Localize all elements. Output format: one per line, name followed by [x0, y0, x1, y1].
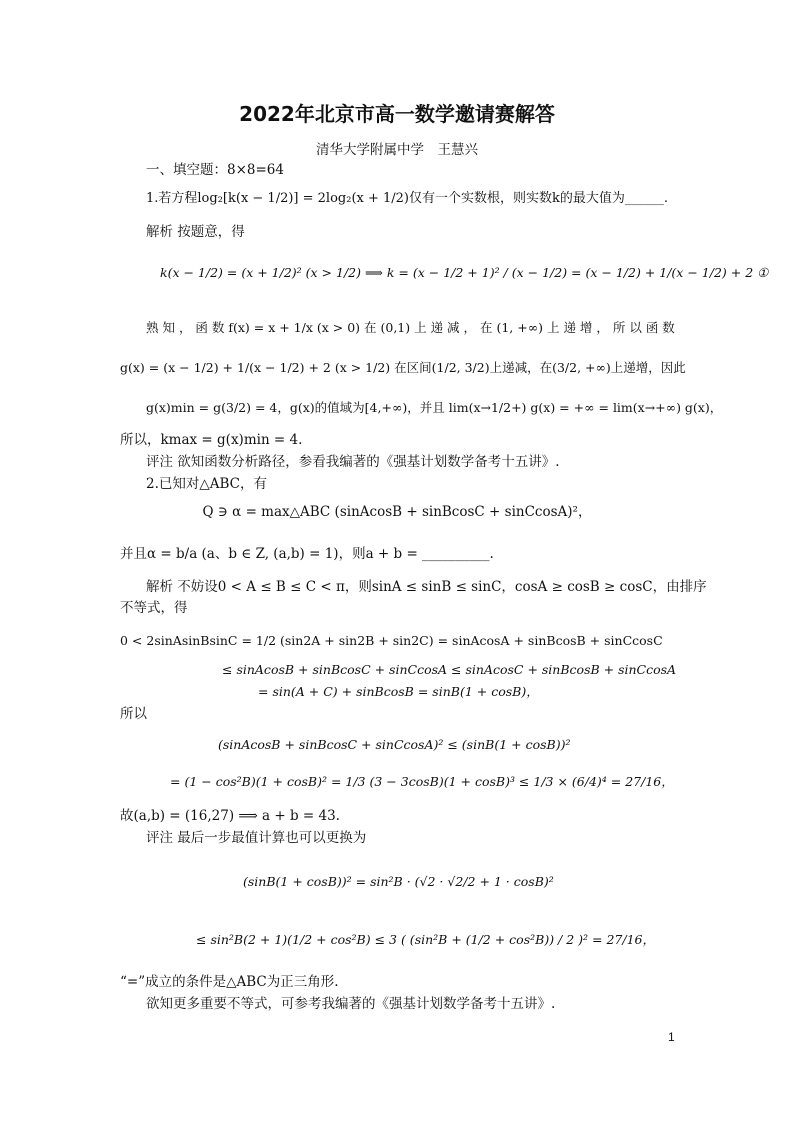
- problem1-conclusion: 所以，kmax = g(x)min = 4.: [120, 432, 303, 448]
- problem2-eq3: = sin(A + C) + sinBcosB = sinB(1 + cosB)，: [258, 684, 539, 699]
- problem2-eq7: ≤ sin²B(2 + 1)(1/2 + cos²B) ≤ 3 ( (sin²B + (1/2 + cos²B)) / 2 )² = 27/16，: [196, 932, 655, 947]
- document-title: 2022年北京市高一数学邀请赛解答: [239, 102, 555, 126]
- problem2-eq5: = (1 − cos²B)(1 + cosB)² = 1/3 (3 − 3cosB)(1 + cosB)³ ≤ 1/3 × (6/4)⁴ = 27/16，: [170, 774, 674, 789]
- problem2-analysis1: 解析 不妨设0 < A ≤ B ≤ C < π，则sinA ≤ sinB ≤ sinC，cosA ≥ cosB ≥ cosC，由排序: [146, 579, 707, 595]
- problem2-eq6: (sinB(1 + cosB))² = sin²B · (√2 · √2/2 + 1 · cosB)²: [243, 874, 554, 889]
- problem2-analysis2: 不等式，得: [120, 600, 188, 616]
- problem1-remark: 评注 欲知函数分析路径，参看我编著的《强基计划数学备考十五讲》.: [146, 454, 560, 470]
- problem2-statement2: Q ∋ α = max△ABC (sinAcosB + sinBcosC + sinCcosA)²，: [202, 504, 592, 520]
- problem2-remark1: 评注 最后一步最值计算也可以更换为: [146, 830, 367, 846]
- problem2-remark2: 欲知更多重要不等式，可参考我编著的《强基计划数学备考十五讲》.: [146, 996, 556, 1012]
- page-number: 1: [668, 1030, 675, 1044]
- problem2-eq4: (sinAcosB + sinBcosC + sinCcosA)² ≤ (sinB(1 + cosB))²: [218, 737, 571, 752]
- problem2-eq1: 0 < 2sinAsinBsinC = 1/2 (sin2A + sin2B + sin2C) = sinAcosA + sinBcosB + sinCcosC: [120, 633, 663, 648]
- problem1-line3: g(x)min = g(3/2) = 4，g(x)的值域为[4,+∞)，并且 lim(x→1/2+) g(x) = +∞ = lim(x→+∞) g(x)，: [146, 400, 723, 415]
- section-heading: 一、填空题：8×8=64: [146, 162, 284, 178]
- problem2-statement1: 2.已知对△ABC，有: [146, 476, 268, 492]
- problem1-line2: g(x) = (x − 1/2) + 1/(x − 1/2) + 2 (x > 1/2) 在区间(1/2, 3/2)上递减，在(3/2, +∞)上递增，因此: [120, 360, 686, 375]
- document-author: 清华大学附属中学 王慧兴: [316, 142, 478, 158]
- problem1-statement: 1.若方程log₂[k(x − 1/2)] = 2log₂(x + 1/2)仅有一个实数根，则实数k的最大值为______.: [146, 191, 669, 206]
- problem2-so: 所以: [120, 706, 147, 722]
- problem1-line1: 熟 知 ， 函 数 f(x) = x + 1/x (x > 0) 在 (0,1) 上 递 减 ， 在 (1, +∞) 上 递 增 ， 所 以 函 数: [146, 320, 675, 335]
- problem1-analysis-label: 解析 按题意，得: [146, 224, 245, 240]
- problem2-eq2: ≤ sinAcosB + sinBcosC + sinCcosA ≤ sinAcosC + sinBcosB + sinCcosA: [222, 662, 677, 677]
- problem1-equation: k(x − 1/2) = (x + 1/2)² (x > 1/2) ⟹ k = (x − 1/2 + 1)² / (x − 1/2) = (x − 1/2) + 1/(x − 1/2) + 2 ①: [160, 265, 769, 280]
- problem2-statement3: 并且α = b/a (a、b ∈ Z, (a,b) = 1)，则a + b = __________.: [120, 546, 494, 562]
- problem2-conclusion: 故(a,b) = (16,27) ⟹ a + b = 43.: [120, 808, 340, 824]
- problem2-equality: “=”成立的条件是△ABC为正三角形.: [120, 974, 339, 990]
